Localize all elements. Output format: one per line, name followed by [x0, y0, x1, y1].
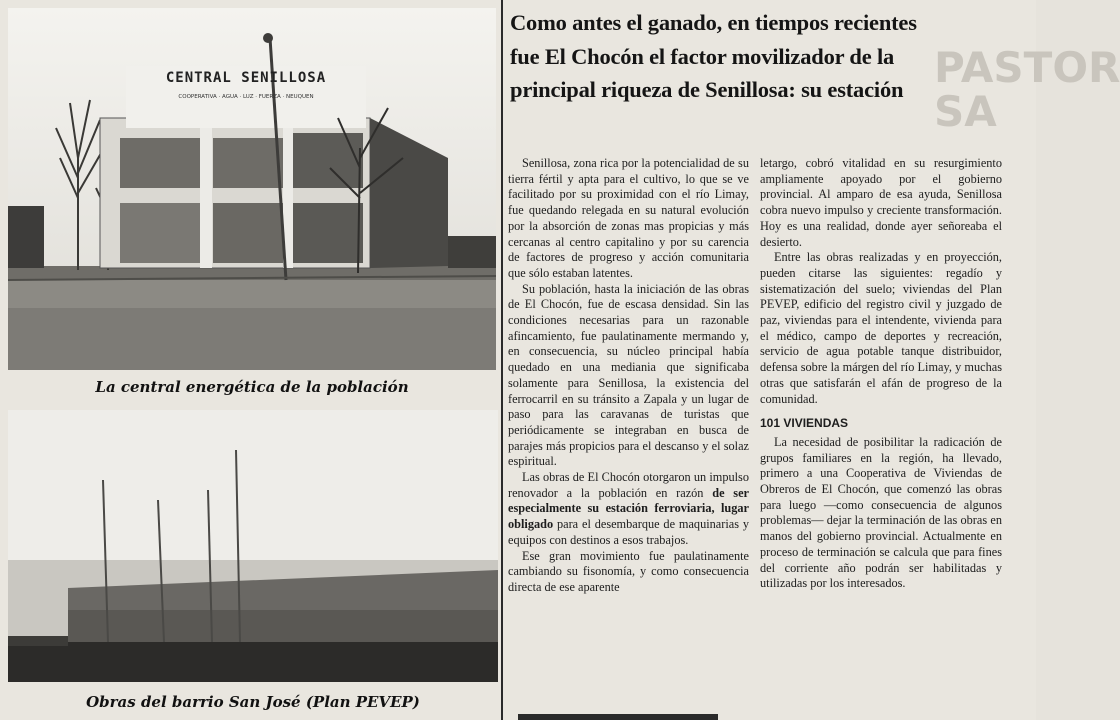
- bottom-rule: [518, 714, 718, 720]
- power-station-photo: [8, 8, 496, 370]
- paragraph: Ese gran movimiento fue paulatinamente cambiando su fisonomía, y como consecuencia directa de ese aparente: [508, 548, 749, 594]
- paragraph: Senillosa, zona rica por la potencialidad de su tierra fértil y apta para el cultivo, lo que se ve facilitado por su proximidad con el río Limay, fue quedando relegada en su natural evolución por la absorción de zonas mas propicias y más cercanas al centro capitalino y por su carencia de factores de progreso y acción comunitaria que sólo estaban latentes.: [508, 156, 749, 280]
- paragraph: Entre las obras realizadas y en proyección, pueden citarse las siguientes: regadío y sistematización del suelo; viviendas del Plan PEVEP, edificio del registro civil y juzgado de paz, viviendas para el intendente, vivienda para el médico, campo de deportes y recreación, servicio de agua potable tanque distribuidor, defensa sobre la márgen del río Limay, y muchas otras que satisfarán el afán de progreso de la comunidad.: [760, 250, 1002, 406]
- headline-line-3: principal riqueza de Senillosa: su estación: [510, 77, 904, 102]
- photo1-caption: La central energética de la población: [95, 378, 409, 396]
- article-column-1: [508, 156, 749, 596]
- subheading: 101 VIVIENDAS: [760, 416, 849, 431]
- headline-line-2: fue El Chocón el factor movilizador de la: [510, 43, 895, 69]
- sign-title: CENTRAL SENILLOSA: [165, 70, 327, 86]
- headline-line-1: Como antes el ganado, en tiempos recientes: [510, 10, 917, 35]
- housing-works-photo: [8, 410, 498, 682]
- paragraph: letargo, cobró vitalidad en su resurgimiento ampliamente apoyado por el gobierno provincial. Al amparo de esa ayuda, Senillosa cobra nuevo impulso y creciente transformación. Hoy es una realidad, donde ayer señoreaba el desierto.: [760, 156, 1002, 249]
- housing-works-illustration: [8, 410, 498, 682]
- article-headline: [510, 6, 970, 107]
- article-column-2: [760, 156, 1002, 592]
- paragraph: La necesidad de posibilitar la radicación de grupos familiares en la región, ha llevado, primero a una Cooperativa de Viviendas de Obreros de El Chocón, que comenzó las obras para luego —como consecuencia de algunos problemas— dejar la terminación de las obras en manos del gobierno provincial. Actualmente en proceso de terminación se calcula que para fines del corriente año podrán ser habilitadas y utilizadas por los interesados.: [760, 434, 1002, 591]
- column-divider: [501, 0, 503, 720]
- bleed-through-text: PASTOR SA: [934, 43, 1120, 136]
- sign-subtitle: COOPERATIVA · AGUA · LUZ · FUERZA · NEUQUEN: [178, 94, 314, 100]
- paragraph: Su población, hasta la iniciación de las obras de El Chocón, fue de escasa densidad. Sin las condiciones necesarias para un razonable afincamiento, fue paulatinamente mermando y, en consecuencia, su núcleo principal había quedado en una mediania que significaba solamente para Senillosa, la existencia del ferrocarril en su tránsito a Zapala y un lugar de paso para las caravanas de turistas que periódicamente se integraban en busca de parajes más propicios para el descanso y el solaz espiritual.: [508, 281, 749, 469]
- photo2-caption: Obras del barrio San José (Plan PEVEP): [86, 693, 420, 711]
- power-station-illustration: [8, 8, 496, 370]
- paragraph: Las obras de El Chocón otorgaron un impulso renovador a la población en razón de ser especialmente su estación ferroviaria, lugar obligado para el desembarque de maquinarias y equipos con destinos a esos trabajos.: [508, 470, 750, 547]
